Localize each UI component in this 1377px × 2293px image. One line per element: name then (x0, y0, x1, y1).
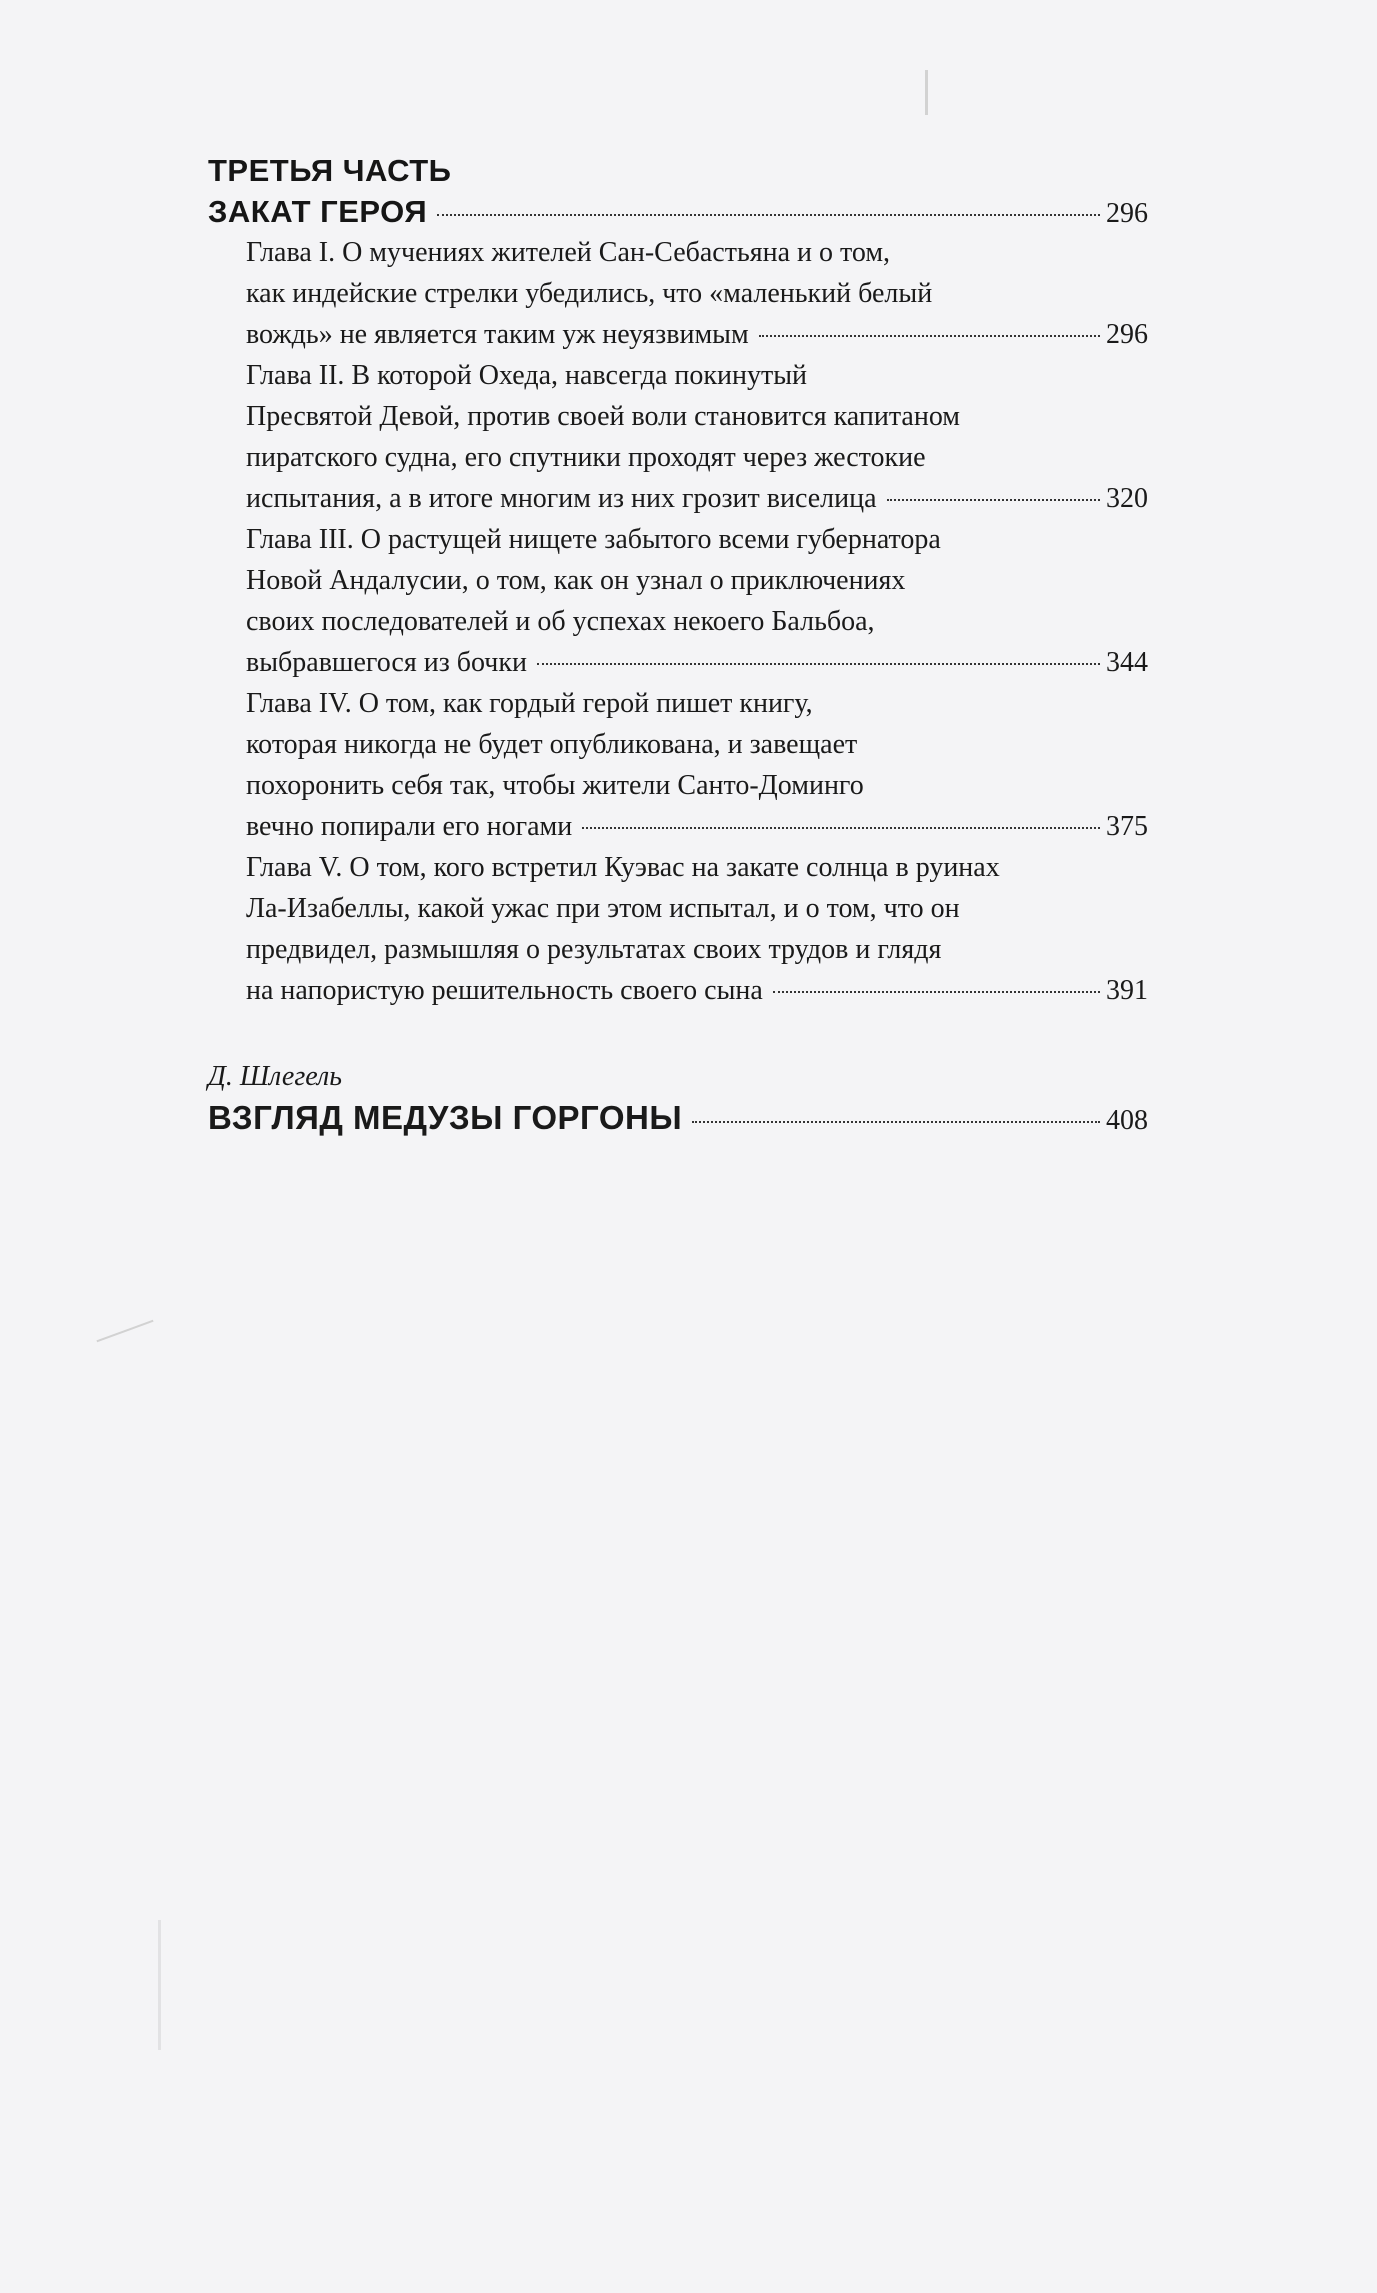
chapter-line: испытания, а в итоге многим из них грозит виселица (246, 483, 877, 514)
dot-leader (759, 335, 1100, 337)
page-number: 408 (1106, 1105, 1148, 1136)
paper-mark (96, 1320, 153, 1342)
chapter-line: которая никогда не будет опубликована, и завещает (246, 729, 858, 760)
chapter-line: как индейские стрелки убедились, что «маленький белый (246, 278, 933, 309)
chapter-line: выбравшегося из бочки (246, 647, 527, 678)
chapter-line: Новой Андалусии, о том, как он узнал о приключениях (246, 565, 906, 596)
chapter-line: Глава II. В которой Охеда, навсегда покинутый (246, 360, 808, 391)
chapter-line: Ла-Изабеллы, какой ужас при этом испытал, и о том, что он (246, 893, 960, 924)
page-number: 391 (1106, 975, 1148, 1006)
story-author: Д. Шлегель (208, 1061, 342, 1092)
chapter-last-row (246, 478, 1148, 519)
paper-mark (158, 1920, 161, 2050)
chapter-list (208, 232, 1148, 1011)
dot-leader (437, 214, 1100, 216)
dot-leader (773, 991, 1100, 993)
page-number: 296 (1106, 198, 1148, 229)
chapter-last-row (246, 642, 1148, 683)
part-label: ТРЕТЬЯ ЧАСТЬ (208, 153, 452, 188)
dot-leader (887, 499, 1100, 501)
part-title-row (208, 191, 1148, 232)
story-title-row (208, 1097, 1148, 1139)
story-title: ВЗГЛЯД МЕДУЗЫ ГОРГОНЫ (208, 1099, 683, 1136)
dot-leader (692, 1121, 1100, 1123)
paper-mark (925, 70, 928, 115)
chapter-line: Глава IV. О том, как гордый герой пишет книгу, (246, 688, 813, 719)
dot-leader (537, 663, 1100, 665)
page-number: 320 (1106, 483, 1148, 514)
page-number: 296 (1106, 319, 1148, 350)
page-number: 375 (1106, 811, 1148, 842)
chapter-line: пиратского судна, его спутники проходят через жестокие (246, 442, 926, 473)
chapter-last-row (246, 970, 1148, 1011)
table-of-contents (208, 150, 1148, 1139)
chapter-line: Глава V. О том, кого встретил Куэвас на закате солнца в руинах (246, 852, 1000, 883)
chapter-line: вечно попирали его ногами (246, 811, 573, 842)
chapter-entry (246, 847, 1148, 1011)
chapter-line: вождь» не является таким уж неуязвимым (246, 319, 749, 350)
part-title: ЗАКАТ ГЕРОЯ (208, 194, 428, 229)
chapter-entry (246, 519, 1148, 683)
chapter-line: Глава III. О растущей нищете забытого всеми губернатора (246, 524, 941, 555)
chapter-entry (246, 232, 1148, 355)
chapter-line: своих последователей и об успехах некоего Бальбоа, (246, 606, 875, 637)
chapter-line: Глава I. О мучениях жителей Сан-Себастьяна и о том, (246, 237, 891, 268)
chapter-line: предвидел, размышляя о результатах своих трудов и глядя (246, 934, 942, 965)
chapter-entry (246, 683, 1148, 847)
chapter-line: похоронить себя так, чтобы жители Санто-Доминго (246, 770, 864, 801)
chapter-line: Пресвятой Девой, против своей воли становится капитаном (246, 401, 961, 432)
chapter-line: на напористую решительность своего сына (246, 975, 763, 1006)
dot-leader (582, 827, 1100, 829)
page-number: 344 (1106, 647, 1148, 678)
chapter-last-row (246, 314, 1148, 355)
chapter-last-row (246, 806, 1148, 847)
chapter-entry (246, 355, 1148, 519)
